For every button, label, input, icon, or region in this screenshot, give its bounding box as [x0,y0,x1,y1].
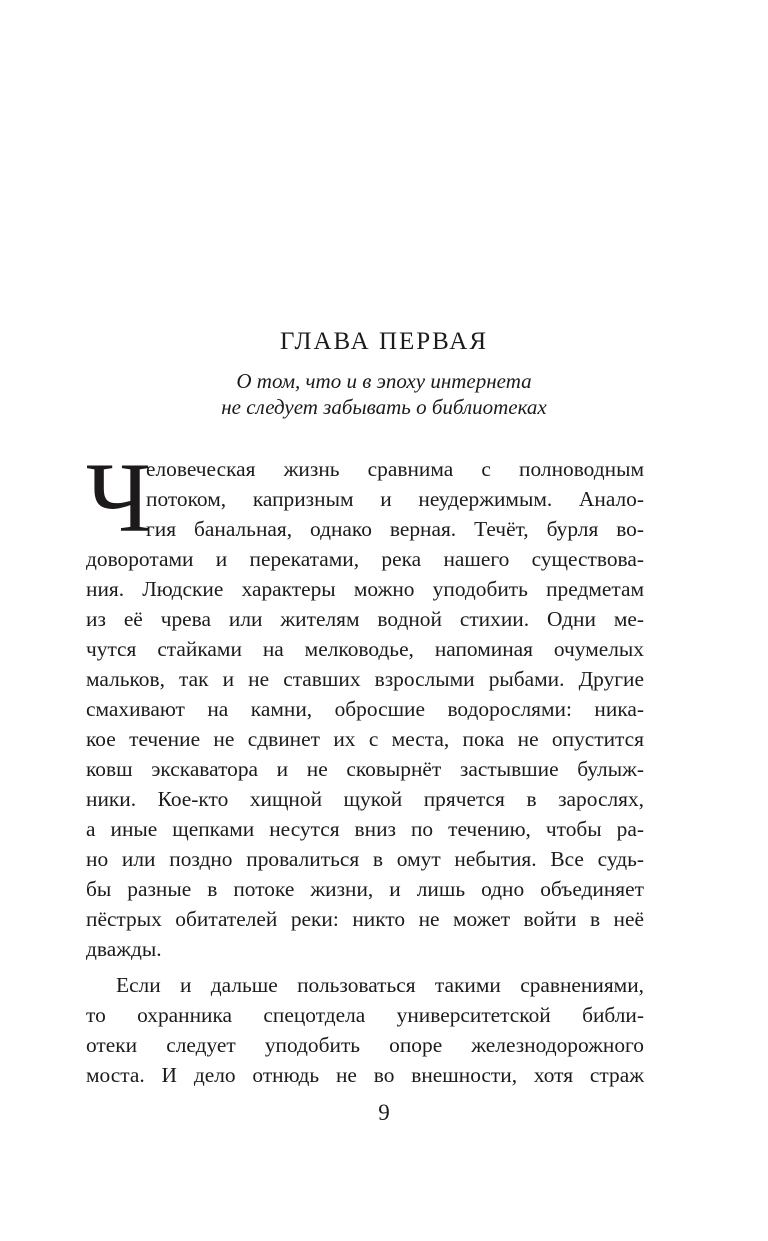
text-line: а иные щепками несутся вниз по течению, чтобы ра- [86,817,644,841]
text-line: мальков, так и не ставших взрослыми рыбами. Другие [86,667,644,691]
text-line: но или поздно провалиться в омут небытия. Все судь- [86,847,644,871]
text-line: из её чрева или жителям водной стихии. Одни ме- [86,607,644,631]
text-line: то охранника спецотдела университетской библи- [86,1003,644,1027]
subtitle-line: О том, что и в эпоху интернета [236,369,532,393]
chapter-subtitle [0,368,768,420]
text-line: смахивают на камни, обросшие водорослями: ника- [86,697,644,721]
text-line: бы разные в потоке жизни, и лишь одно объединяет [86,877,644,901]
text-line: чутся стайками на мелководье, напоминая очумелых [86,637,644,661]
paragraph-2 [86,970,644,1090]
text-line: Если и дальше пользоваться такими сравнениями, [116,973,644,997]
text-line: еловеческая жизнь сравнима с полноводным [146,457,644,481]
text-line: потоком, капризным и неудержимым. Анало- [146,487,644,511]
text-line: кое течение не сдвинет их с места, пока не опустится [86,727,644,751]
text-line: ковш экскаватора и не сковырнёт застывшие булыж- [86,757,644,781]
paragraph-1 [86,442,644,964]
text-line: отеки следует уподобить опоре железнодорожного [86,1033,644,1057]
page-number: 9 [378,1100,390,1125]
chapter-title: ГЛАВА ПЕРВАЯ [279,328,489,355]
text-line: ния. Людские характеры можно уподобить предметам [86,577,644,601]
text-line: дважды. [86,937,162,961]
text-line: ники. Кое-кто хищной щукой прячется в зарослях, [86,787,644,811]
text-line: доворотами и перекатами, река нашего существова- [86,547,644,571]
text-line: гия банальная, однако верная. Течёт, бурля во- [146,517,644,541]
text-line: пёстрых обитателей реки: никто не может войти в неё [86,907,644,931]
subtitle-line: не следует забывать о библиотеках [221,395,547,419]
text-line: моста. И дело отнюдь не во внешности, хотя страж [86,1063,644,1087]
drop-cap: Ч [86,442,151,553]
body-text [86,442,644,1090]
